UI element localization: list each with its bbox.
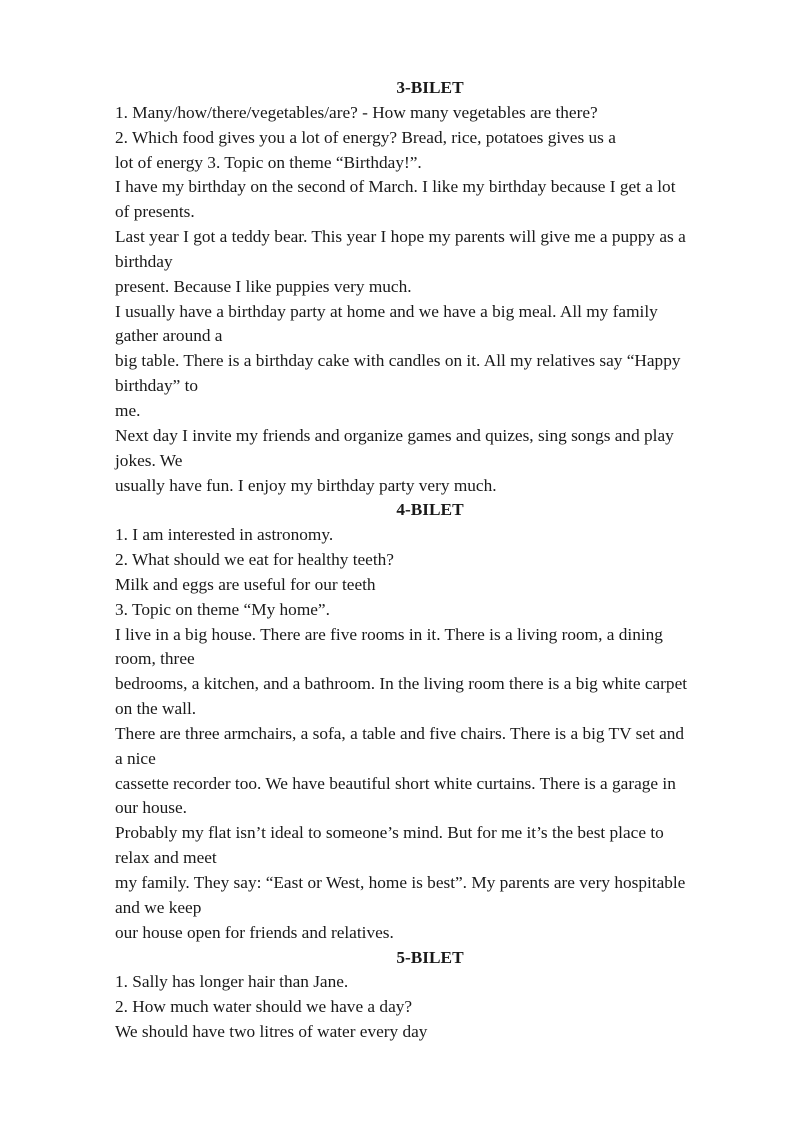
text-line: of presents. — [115, 202, 195, 222]
text-line: relax and meet — [115, 848, 217, 868]
text-line: our house. — [115, 798, 187, 818]
text-line: 1. Sally has longer hair than Jane. — [115, 972, 349, 992]
text-line: 1. I am interested in astronomy. — [115, 525, 334, 545]
text-line: room, three — [115, 649, 195, 669]
document-page — [115, 76, 745, 1045]
text-line: Probably my flat isn’t ideal to someone’s mind. But for me it’s the best place to — [115, 823, 664, 843]
heading-5-bilet: 5-BILET — [396, 947, 464, 967]
text-line: Milk and eggs are useful for our teeth — [115, 574, 376, 594]
text-line: usually have fun. I enjoy my birthday party very much. — [115, 475, 497, 495]
text-line: bedrooms, a kitchen, and a bathroom. In the living room there is a big white carpet — [115, 674, 688, 694]
text-line: We should have two litres of water every day — [115, 1022, 428, 1042]
text-line: me. — [115, 400, 141, 420]
text-line: Next day I invite my friends and organize games and quizes, sing songs and play — [115, 425, 674, 445]
heading-4-bilet: 4-BILET — [396, 500, 464, 520]
text-line: 2. Which food gives you a lot of energy? Bread, rice, potatoes gives us a — [115, 127, 616, 147]
text-line: 2. How much water should we have a day? — [115, 997, 413, 1017]
heading-3-bilet: 3-BILET — [396, 78, 464, 97]
text-line: 1. Many/how/there/vegetables/are? - How many vegetables are there? — [115, 102, 598, 122]
text-line: our house open for friends and relatives. — [115, 922, 394, 942]
text-line: cassette recorder too. We have beautiful short white curtains. There is a garage in — [115, 773, 676, 793]
text-line: lot of energy 3. Topic on theme “Birthday!”. — [115, 152, 422, 172]
text-line: present. Because I like puppies very much. — [115, 276, 412, 296]
text-line: 3. Topic on theme “My home”. — [115, 599, 330, 619]
text-line: birthday” to — [115, 376, 199, 396]
text-line: gather around a — [115, 326, 223, 346]
text-line: Last year I got a teddy bear. This year I hope my parents will give me a puppy as a — [115, 227, 686, 247]
text-line: and we keep — [115, 897, 202, 917]
text-line: jokes. We — [115, 450, 183, 470]
text-line: on the wall. — [115, 699, 197, 719]
text-line: my family. They say: “East or West, home is best”. My parents are very hospitable — [115, 873, 686, 892]
text-line: 2. What should we eat for healthy teeth? — [115, 550, 394, 570]
text-line: I live in a big house. There are five rooms in it. There is a living room, a dining — [115, 624, 663, 644]
text-line: I usually have a birthday party at home and we have a big meal. All my family — [115, 301, 658, 321]
text-line: big table. There is a birthday cake with candles on it. All my relatives say “Happy — [115, 351, 681, 371]
text-line: I have my birthday on the second of March. I like my birthday because I get a lot — [115, 177, 676, 197]
text-line: birthday — [115, 251, 173, 271]
text-line: There are three armchairs, a sofa, a table and five chairs. There is a big TV set and — [115, 723, 685, 743]
text-line: a nice — [115, 748, 156, 768]
